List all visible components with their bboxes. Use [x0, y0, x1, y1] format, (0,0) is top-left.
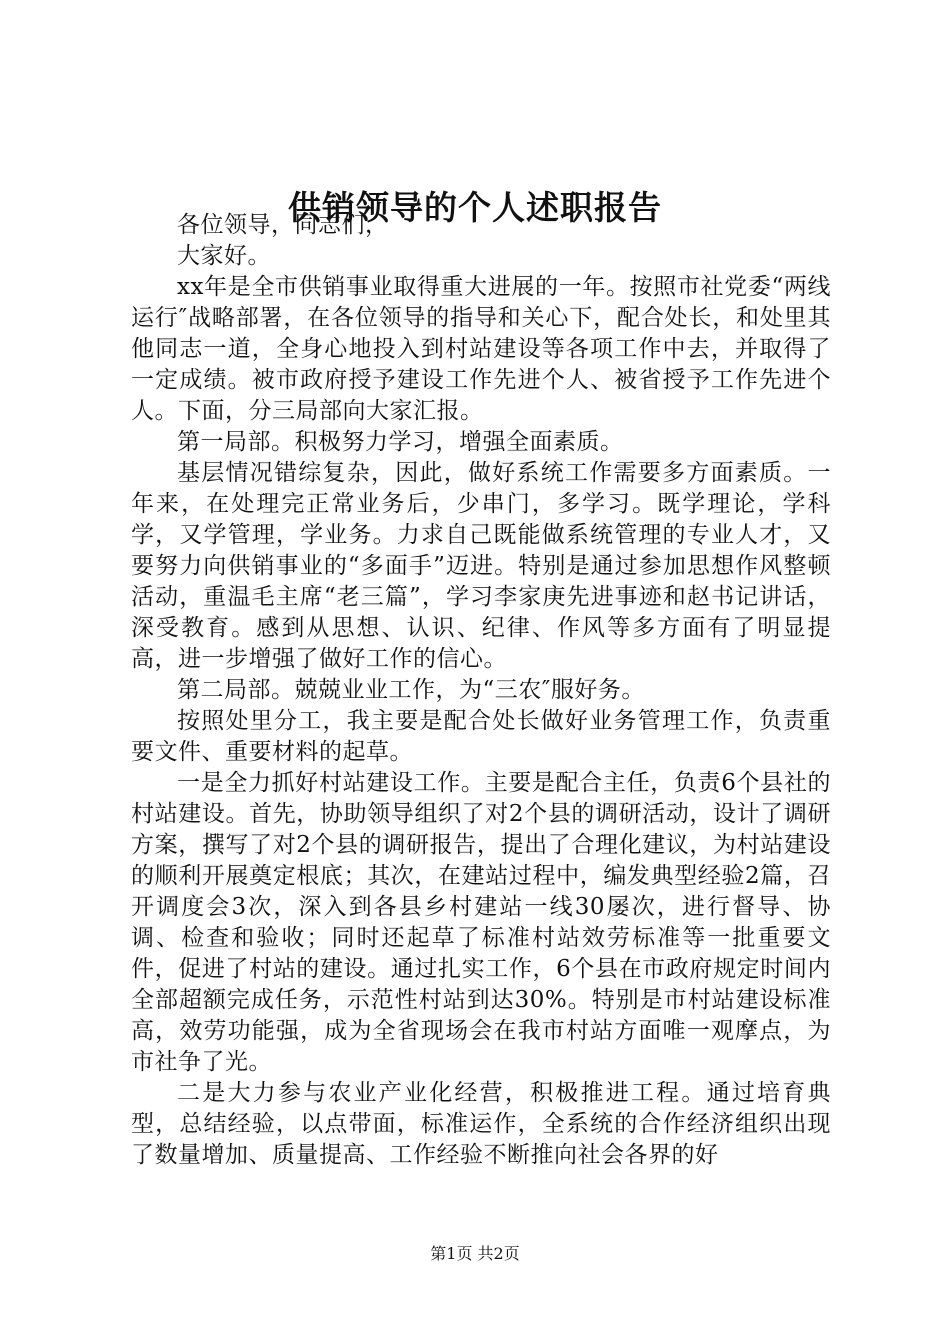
paragraph-industrialization: 二是大力参与农业产业化经营，积极推进工程。通过培育典型，总结经验，以点带面，标准运作，全系统的合作经济组织出现了数量增加、质量提高、工作经验不断推向社会各界的好	[131, 1080, 831, 1168]
paragraph-section-2-heading: 第二局部。兢兢业业工作，为“三农″服好务。	[177, 677, 645, 703]
paragraph-section-1-heading: 第一局部。积极努力学习，增强全面素质。	[177, 429, 624, 455]
document-body	[131, 210, 831, 1171]
paragraph-greeting: 各位领导，同志们，	[177, 212, 389, 238]
document-title: 供销领导的个人述职报告	[288, 188, 662, 227]
paragraph-hello: 大家好。	[177, 243, 271, 269]
paragraph-section-1-body: 基层情况错综复杂，因此，做好系统工作需要多方面素质。一年来，在处理完正常业务后，少串门，多学习。既学理论，学科学，又学管理，学业务。力求自己既能做系统管理的专业人才，又要努力向供销事业的“多面手”迈进。特别是通过参加思想作风整顿活动，重温毛主席“老三篇”，学习李家庚先进事迹和赵书记讲话，深受教育。感到从思想、认识、纪律、作风等多方面有了明显提高，进一步增强了做好工作的信心。	[131, 460, 831, 672]
page-footer: 第1页 共2页	[430, 1244, 520, 1263]
paragraph-intro: xx年是全市供销事业取得重大进展的一年。按照市社党委“两线运行″战略部署，在各位领导的指导和关心下，配合处长，和处里其他同志一道，全身心地投入到村站建设等各项工作中去，并取得了一定成绩。被市政府授予建设工作先进个人、被省授予工作先进个人。下面，分三局部向大家汇报。	[131, 274, 831, 424]
paragraph-village-station: 一是全力抓好村站建设工作。主要是配合主任，负责6个县社的村站建设。首先，协助领导组织了对2个县的调研活动，设计了调研方案，撰写了对2个县的调研报告，提出了合理化建议，为村站建设的顺利开展奠定根底；其次，在建站过程中，编发典型经验2篇，召开调度会3次，深入到各县乡村建站一线30屡次，进行督导、协调、检查和验收；同时还起草了标准村站效劳标准等一批重要文件，促进了村站的建设。通过扎实工作，6个县在市政府规定时间内全部超额完成任务，示范性村站到达30%。特别是市村站建设标准高，效劳功能强，成为全省现场会在我市村站方面唯一观摩点，为市社争了光。	[131, 770, 831, 1075]
paragraph-section-2-duty: 按照处里分工，我主要是配合处长做好业务管理工作，负责重要文件、重要材料的起草。	[131, 708, 831, 765]
